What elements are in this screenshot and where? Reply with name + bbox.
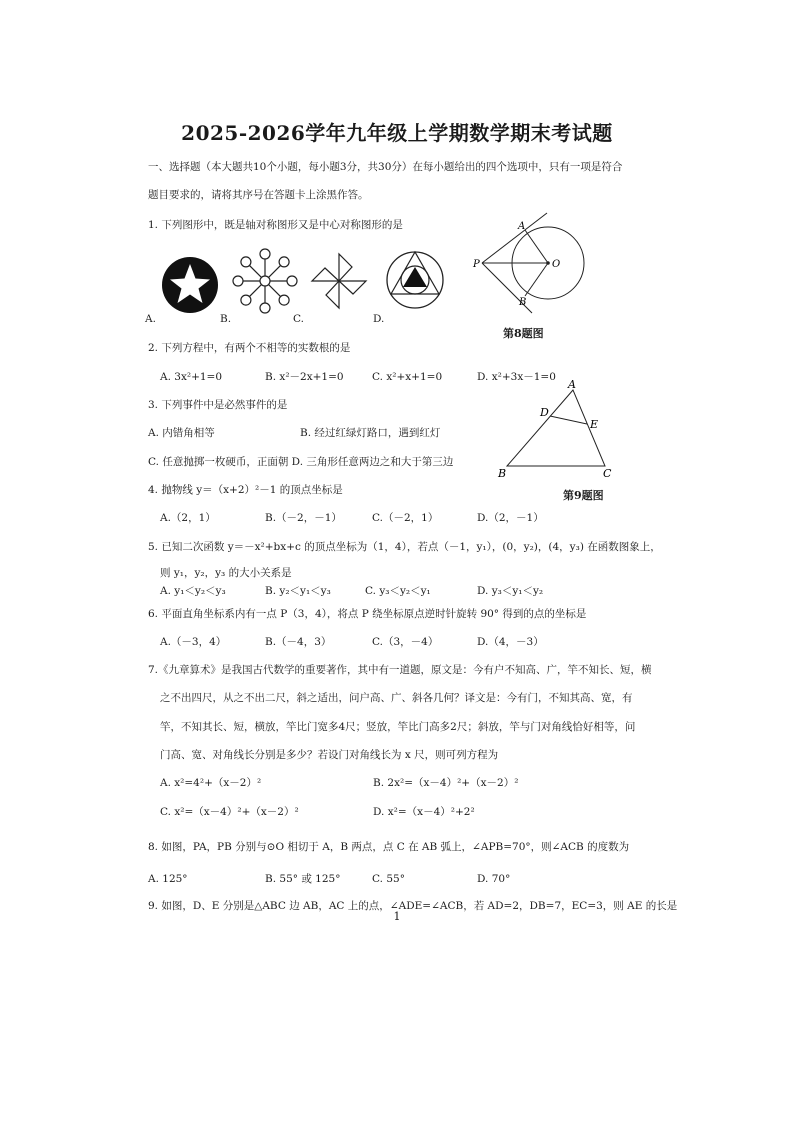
flower-spoke — [249, 265, 261, 277]
page-title: 2025-2026学年九年级上学期数学期末考试题 — [181, 121, 613, 145]
q1-option-d-figure — [385, 250, 445, 310]
q1-option-b-label: B. — [220, 313, 232, 325]
flower-petal — [260, 303, 270, 313]
q6-option-a: A.（－3，4） — [160, 636, 227, 648]
q5-option-b: B. y₂＜y₁＜y₃ — [265, 585, 331, 597]
fig9-label-a: A — [568, 378, 576, 391]
fig9-label-e: E — [590, 418, 599, 431]
q8-option-c: C. 55° — [372, 873, 405, 885]
q1-option-b-figure — [232, 248, 298, 314]
q6-stem: 6. 平面直角坐标系内有一点 P（3，4），将点 P 绕坐标原点逆时针旋转 90° 得到的点的坐标是 — [148, 608, 587, 620]
flower-petal — [287, 276, 297, 286]
figure-q9-caption: 第9题图 — [563, 489, 604, 502]
q6-option-b: B.（－4，3） — [265, 636, 332, 648]
fig9-label-b: B — [498, 467, 507, 480]
q5-option-a: A. y₁＜y₂＜y₃ — [160, 585, 226, 597]
section-instructions-line1: 一、选择题（本大题共10个小题，每小题3分，共30分）在每小题给出的四个选项中，只有一项是符合 — [148, 161, 623, 173]
q1-stem: 1. 下列图形中，既是轴对称图形又是中心对称图形的是 — [148, 219, 403, 231]
q8-option-b: B. 55° 或 125° — [265, 873, 341, 885]
q7-line3: 竿，不知其长、短，横放，竿比门宽多4尺；竖放，竿比门高多2尺；斜放，竿与门对角线恰好相等，问 — [160, 721, 636, 733]
q5-option-d: D. y₃＜y₁＜y₂ — [477, 585, 544, 597]
q7-line4: 门高、宽、对角线长分别是多少？若设门对角线长为 x 尺，则可列方程为 — [160, 749, 499, 761]
q2-option-b: B. x²－2x+1=0 — [265, 371, 344, 383]
q3-option-b: B. 经过红绿灯路口，遇到红灯 — [300, 427, 441, 439]
flower-spoke — [249, 285, 261, 297]
q1-option-d-label: D. — [373, 313, 385, 325]
flower-spoke — [269, 285, 281, 297]
q2-stem: 2. 下列方程中，有两个不相等的实数根的是 — [148, 342, 351, 354]
fig9-label-d: D — [540, 406, 549, 419]
q7-line2: 之不出四尺，从之不出二尺，斜之适出，问户高、广、斜各几何？译文是：今有门，不知其高、宽，有 — [160, 692, 633, 704]
flower-petal — [233, 276, 243, 286]
q7-line1: 7.《九章算术》是我国古代数学的重要著作，其中有一道题，原文是：今有户不知高、广，竿不知长、短，横 — [148, 664, 652, 676]
q7-option-c: C. x²=（x－4）²+（x－2）² — [160, 806, 299, 818]
q4-option-c: C.（－2，1） — [372, 512, 439, 524]
q2-option-d: D. x²+3x－1=0 — [477, 371, 556, 383]
flower-petal — [260, 249, 270, 259]
figure-q8-caption: 第8题图 — [503, 327, 544, 340]
q1-option-a-figure — [160, 255, 220, 315]
q8-stem: 8. 如图，PA，PB 分别与⊙O 相切于 A，B 两点，点 C 在 AB 弧上，∠APB=70°，则∠ACB 的度数为 — [148, 841, 630, 853]
q5-stem: 5. 已知二次函数 y＝－x²+bx+c 的顶点坐标为（1，4），若点（－1，y₁），(0，y₂)，(4，y₃) 在函数图象上， — [148, 541, 661, 553]
q4-stem: 4. 抛物线 y＝（x+2）²－1 的顶点坐标是 — [148, 484, 343, 496]
q5-stem-line2: 则 y₁，y₂，y₃ 的大小关系是 — [160, 567, 292, 579]
q7-option-b: B. 2x²=（x－4）²+（x－2）² — [373, 777, 519, 789]
flower-petal — [279, 295, 289, 305]
q6-option-c: C.（3，－4） — [372, 636, 439, 648]
flower-spoke — [269, 265, 281, 277]
q4-option-b: B.（－2，－1） — [265, 512, 342, 524]
q9-stem: 9. 如图，D、E 分别是△ABC 边 AB，AC 上的点，∠ADE=∠ACB，若 AD=2，DB=7，EC=3，则 AE 的长是 — [148, 900, 678, 912]
q1-option-a-label: A. — [145, 313, 156, 325]
q3-option-a: A. 内错角相等 — [148, 427, 215, 439]
figure-q8-tangent-circle — [470, 205, 590, 320]
flower-center — [260, 276, 270, 286]
page-number: 1 — [393, 910, 401, 923]
flower-petal — [241, 257, 251, 267]
q6-option-d: D.（4，－3） — [477, 636, 544, 648]
q8-option-d: D. 70° — [477, 873, 511, 885]
q1-option-c-figure — [306, 248, 372, 314]
section-instructions-line2: 题目要求的，请将其序号在答题卡上涂黑作答。 — [148, 189, 369, 201]
fig8-label-p: P — [473, 259, 480, 270]
fig8-label-b: B — [519, 297, 527, 308]
fig9-label-c: C — [603, 467, 612, 480]
q7-option-d: D. x²=（x－4）²+2² — [373, 806, 475, 818]
q3-option-cd: C. 任意抛掷一枚硬币，正面朝 D. 三角形任意两边之和大于第三边 — [148, 456, 454, 468]
q4-option-d: D.（2，－1） — [477, 512, 544, 524]
q8-option-a: A. 125° — [148, 873, 188, 885]
q1-option-c-label: C. — [293, 313, 304, 325]
q5-option-c: C. y₃＜y₂＜y₁ — [365, 585, 431, 597]
q3-stem: 3. 下列事件中是必然事件的是 — [148, 399, 288, 411]
q2-option-c: C. x²+x+1=0 — [372, 371, 443, 383]
q7-option-a: A. x²=4²+（x－2）² — [160, 777, 262, 789]
q4-option-a: A.（2，1） — [160, 512, 216, 524]
flower-petal — [241, 295, 251, 305]
fig8-label-o: O — [552, 259, 561, 270]
flower-petal — [279, 257, 289, 267]
q2-option-a: A. 3x²+1=0 — [160, 371, 223, 383]
fig8-label-a: A — [518, 221, 526, 232]
figure-q9-triangle — [495, 378, 615, 483]
